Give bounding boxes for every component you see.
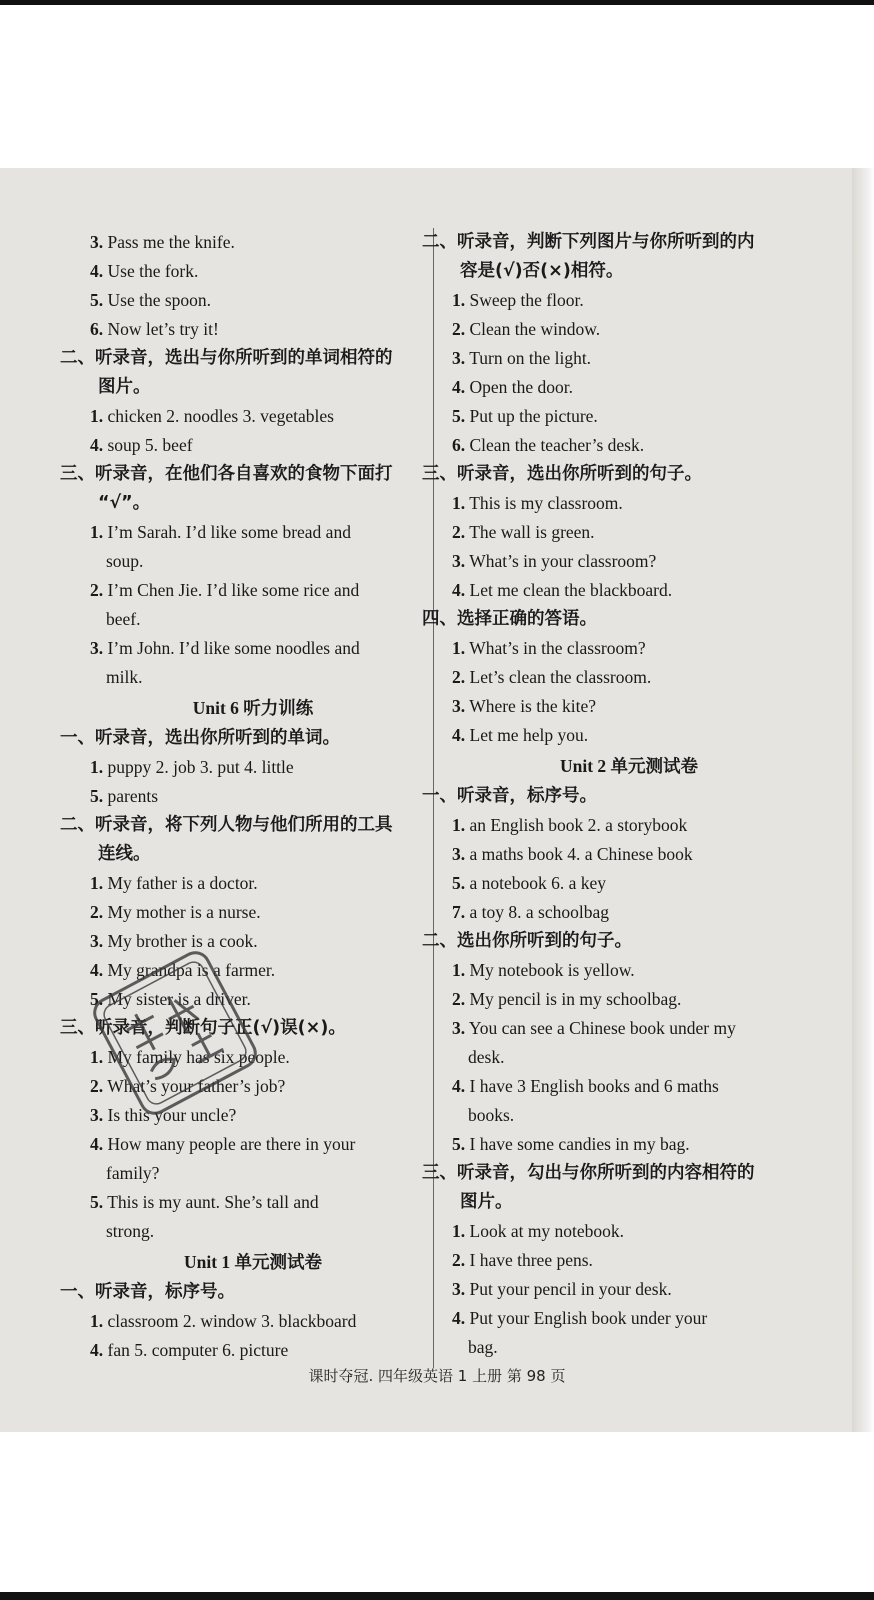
list-item	[82, 431, 424, 460]
item-number: 4.	[90, 960, 104, 980]
item-text: You can see a Chinese book under my	[468, 1018, 736, 1038]
item-text: milk.	[106, 667, 143, 687]
item-number: 3.	[452, 551, 466, 571]
unit-title: Unit 1 单元测试卷	[183, 1252, 323, 1272]
page-edge-shadow	[852, 168, 874, 1432]
item-text: My grandpa is a farmer.	[107, 960, 276, 980]
item-number: 3.	[452, 1018, 466, 1038]
item-text: My family has six people.	[107, 1047, 290, 1067]
list-item	[444, 721, 814, 750]
item-text: Clean the teacher’s desk.	[469, 435, 645, 455]
section-heading-text: 三、听录音，判断句子正(√)误(×)。	[60, 1018, 346, 1038]
item-text: Now let’s try it!	[107, 319, 219, 339]
item-number: 1.	[90, 873, 104, 893]
list-item	[444, 1333, 814, 1362]
list-item	[82, 1130, 424, 1159]
item-number: 5.	[90, 786, 104, 806]
item-number: 4.	[452, 377, 466, 397]
list-item	[82, 257, 424, 286]
item-text: My mother is a nurse.	[107, 902, 261, 922]
item-text: Turn on the light.	[469, 348, 592, 368]
top-border	[0, 0, 874, 5]
item-number: 3.	[452, 844, 466, 864]
item-number: 2.	[90, 580, 104, 600]
item-number: 5.	[90, 989, 104, 1009]
section-heading	[422, 782, 814, 811]
section-heading-text: 二、听录音，选出与你所听到的单词相符的	[60, 348, 393, 368]
list-item	[82, 869, 424, 898]
section-heading	[422, 605, 814, 634]
item-text: an English book 2. a storybook	[469, 815, 688, 835]
left-column	[60, 228, 424, 1365]
item-text: chicken 2. noodles 3. vegetables	[107, 406, 334, 426]
item-number: 2.	[452, 1250, 466, 1270]
list-item	[444, 634, 814, 663]
section-heading-text: 二、选出你所听到的句子。	[422, 931, 632, 951]
item-text: fan 5. computer 6. picture	[107, 1340, 289, 1360]
item-number: 5.	[90, 1192, 104, 1212]
item-text: Put your pencil in your desk.	[469, 1279, 672, 1299]
item-number: 4.	[90, 261, 104, 281]
item-text: books.	[468, 1105, 515, 1125]
list-item	[82, 1336, 424, 1365]
item-number: 1.	[90, 757, 104, 777]
item-text: My sister is a driver.	[107, 989, 251, 1009]
section-heading-text: 一、听录音，选出你所听到的单词。	[60, 728, 340, 748]
list-item	[82, 315, 424, 344]
section-heading-text: 连线。	[98, 844, 151, 864]
list-item	[444, 1014, 814, 1043]
item-number: 1.	[452, 290, 466, 310]
list-item	[82, 782, 424, 811]
list-item	[444, 1304, 814, 1333]
section-heading	[60, 811, 424, 840]
item-number: 6.	[452, 435, 466, 455]
unit-title: Unit 6 听力训练	[192, 698, 314, 718]
list-item	[82, 1217, 424, 1246]
section-heading	[60, 840, 424, 869]
item-text: What’s in your classroom?	[469, 551, 657, 571]
list-item	[444, 1043, 814, 1072]
list-item	[82, 576, 424, 605]
item-number: 1.	[90, 406, 104, 426]
item-text: a notebook 6. a key	[469, 873, 607, 893]
list-item	[444, 1275, 814, 1304]
page-footer: 课时夺冠. 四年级英语 1 上册 第 98 页	[308, 1367, 566, 1385]
item-text: a toy 8. a schoolbag	[469, 902, 609, 922]
item-text: family?	[106, 1163, 160, 1183]
list-item	[444, 663, 814, 692]
item-number: 1.	[452, 1221, 466, 1241]
item-number: 3.	[452, 1279, 466, 1299]
list-item	[444, 811, 814, 840]
item-number: 4.	[452, 1308, 466, 1328]
list-item	[444, 1101, 814, 1130]
item-number: 1.	[452, 493, 466, 513]
list-item	[82, 898, 424, 927]
list-item	[82, 605, 424, 634]
item-number: 5.	[90, 290, 104, 310]
section-heading-text: 容是(√)否(×)相符。	[460, 261, 624, 281]
section-heading	[60, 724, 424, 753]
list-item	[82, 1159, 424, 1188]
list-item	[444, 489, 814, 518]
section-heading-text: 三、听录音，勾出与你所听到的内容相符的	[422, 1163, 755, 1183]
item-text: parents	[107, 786, 159, 806]
item-text: Let me clean the blackboard.	[469, 580, 673, 600]
list-item	[444, 956, 814, 985]
item-text: Use the spoon.	[107, 290, 212, 310]
item-text: What’s your father’s job?	[107, 1076, 286, 1096]
item-text: Where is the kite?	[469, 696, 597, 716]
section-heading-text: 四、选择正确的答语。	[422, 609, 597, 629]
list-item	[444, 576, 814, 605]
item-number: 4.	[452, 1076, 466, 1096]
item-text: Pass me the knife.	[107, 232, 235, 252]
item-text: Is this your uncle?	[107, 1105, 237, 1125]
item-number: 4.	[452, 580, 466, 600]
list-item	[82, 1307, 424, 1336]
section-heading	[422, 1159, 814, 1188]
item-number: 2.	[452, 667, 466, 687]
section-heading-text: 三、听录音，在他们各自喜欢的食物下面打	[60, 464, 393, 484]
section-heading-text: “√”。	[98, 493, 151, 513]
item-number: 4.	[90, 435, 104, 455]
section-heading-text: 二、听录音，判断下列图片与你所听到的内	[422, 232, 755, 252]
item-text: bag.	[468, 1337, 498, 1357]
section-heading	[422, 460, 814, 489]
item-text: I have 3 English books and 6 maths	[469, 1076, 719, 1096]
item-number: 2.	[90, 902, 104, 922]
item-text: Put your English book under your	[469, 1308, 708, 1328]
list-item	[444, 373, 814, 402]
section-heading-text: 图片。	[460, 1192, 513, 1212]
list-item	[444, 985, 814, 1014]
item-text: soup.	[106, 551, 144, 571]
list-item	[444, 315, 814, 344]
item-text: puppy 2. job 3. put 4. little	[107, 757, 294, 777]
item-text: The wall is green.	[469, 522, 595, 542]
item-text: classroom 2. window 3. blackboard	[107, 1311, 357, 1331]
item-text: I’m John. I’d like some noodles and	[107, 638, 360, 658]
item-text: I’m Sarah. I’d like some bread and	[107, 522, 351, 542]
item-text: I have some candies in my bag.	[469, 1134, 690, 1154]
item-number: 3.	[90, 1105, 104, 1125]
item-number: 1.	[90, 1311, 104, 1331]
item-number: 3.	[452, 348, 466, 368]
list-item	[444, 402, 814, 431]
section-heading	[60, 460, 424, 489]
item-number: 2.	[452, 522, 466, 542]
item-number: 3.	[90, 931, 104, 951]
item-text: Look at my notebook.	[469, 1221, 625, 1241]
list-item	[444, 898, 814, 927]
item-text: What’s in the classroom?	[469, 638, 646, 658]
item-text: This is my classroom.	[469, 493, 623, 513]
item-text: Open the door.	[469, 377, 574, 397]
list-item	[444, 344, 814, 373]
item-text: My brother is a cook.	[107, 931, 258, 951]
item-number: 2.	[452, 319, 466, 339]
list-item	[82, 753, 424, 782]
item-number: 1.	[90, 1047, 104, 1067]
item-number: 7.	[452, 902, 466, 922]
list-item	[444, 1246, 814, 1275]
item-number: 4.	[452, 725, 466, 745]
list-item	[444, 1217, 814, 1246]
item-text: My father is a doctor.	[107, 873, 258, 893]
watermark-stamp-icon	[90, 948, 260, 1118]
item-text: Use the fork.	[107, 261, 199, 281]
list-item	[444, 1130, 814, 1159]
item-number: 5.	[452, 873, 466, 893]
list-item	[444, 692, 814, 721]
section-heading-text: 三、听录音，选出你所听到的句子。	[422, 464, 702, 484]
bottom-border	[0, 1592, 874, 1600]
list-item	[82, 663, 424, 692]
list-item	[444, 518, 814, 547]
item-number: 1.	[90, 522, 104, 542]
item-text: This is my aunt. She’s tall and	[107, 1192, 319, 1212]
item-text: soup 5. beef	[107, 435, 193, 455]
section-heading	[60, 344, 424, 373]
item-text: Let me help you.	[469, 725, 589, 745]
item-text: My pencil is in my schoolbag.	[469, 989, 682, 1009]
item-number: 1.	[452, 815, 466, 835]
item-text: I have three pens.	[469, 1250, 593, 1270]
section-heading	[60, 489, 424, 518]
list-item	[444, 1072, 814, 1101]
item-text: I’m Chen Jie. I’d like some rice and	[107, 580, 360, 600]
item-text: How many people are there in your	[107, 1134, 356, 1154]
list-item	[82, 402, 424, 431]
list-item	[444, 840, 814, 869]
item-number: 5.	[452, 406, 466, 426]
item-number: 2.	[452, 989, 466, 1009]
unit-title: Unit 2 单元测试卷	[559, 756, 699, 776]
list-item	[444, 431, 814, 460]
item-number: 5.	[452, 1134, 466, 1154]
item-number: 4.	[90, 1340, 104, 1360]
list-item	[82, 547, 424, 576]
section-heading	[60, 373, 424, 402]
list-item	[82, 634, 424, 663]
scanned-page	[0, 168, 874, 1432]
item-text: Sweep the floor.	[469, 290, 584, 310]
section-heading	[422, 228, 814, 257]
list-item	[444, 869, 814, 898]
list-item	[82, 1188, 424, 1217]
item-number: 3.	[90, 232, 104, 252]
item-text: desk.	[468, 1047, 505, 1067]
section-heading	[422, 927, 814, 956]
item-number: 6.	[90, 319, 104, 339]
item-text: My notebook is yellow.	[469, 960, 635, 980]
item-text: Clean the window.	[469, 319, 601, 339]
item-text: Put up the picture.	[469, 406, 598, 426]
section-heading	[422, 1188, 814, 1217]
section-heading	[60, 1278, 424, 1307]
section-heading-text: 图片。	[98, 377, 151, 397]
item-text: beef.	[106, 609, 141, 629]
item-number: 2.	[90, 1076, 104, 1096]
item-text: strong.	[106, 1221, 155, 1241]
list-item	[82, 518, 424, 547]
item-number: 3.	[90, 638, 104, 658]
item-text: Let’s clean the classroom.	[469, 667, 652, 687]
section-heading-text: 一、听录音，标序号。	[60, 1282, 235, 1302]
list-item	[444, 286, 814, 315]
list-item	[82, 228, 424, 257]
section-heading-text: 二、听录音，将下列人物与他们所用的工具	[60, 815, 393, 835]
list-item	[82, 286, 424, 315]
item-number: 1.	[452, 638, 466, 658]
item-number: 4.	[90, 1134, 104, 1154]
section-heading-text: 一、听录音，标序号。	[422, 786, 597, 806]
list-item	[444, 547, 814, 576]
item-number: 3.	[452, 696, 466, 716]
section-heading	[422, 257, 814, 286]
item-text: a maths book 4. a Chinese book	[469, 844, 693, 864]
right-column	[422, 228, 814, 1362]
item-number: 1.	[452, 960, 466, 980]
